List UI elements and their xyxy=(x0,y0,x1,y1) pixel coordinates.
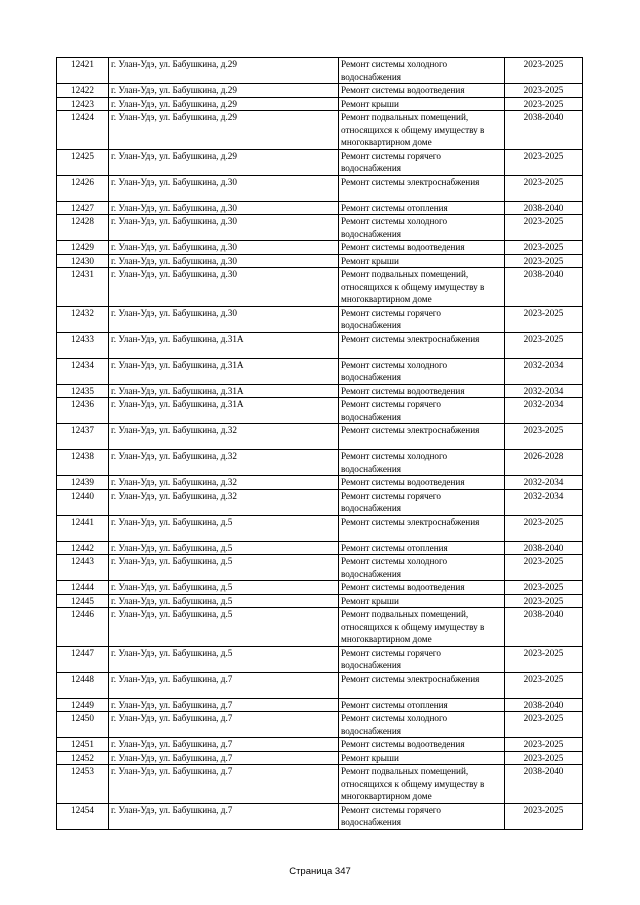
row-work-type: Ремонт крыши xyxy=(339,751,505,765)
row-number: 12450 xyxy=(57,712,109,738)
row-period: 2023-2025 xyxy=(505,738,583,752)
row-work-type: Ремонт подвальных помещений, относящихся к общему имуществу в многоквартирном доме xyxy=(339,268,505,307)
row-address: г. Улан-Удэ, ул. Бабушкина, д.7 xyxy=(109,803,339,829)
row-work-type: Ремонт подвальных помещений, относящихся к общему имуществу в многоквартирном доме xyxy=(339,608,505,647)
row-address: г. Улан-Удэ, ул. Бабушкина, д.5 xyxy=(109,646,339,672)
row-number: 12440 xyxy=(57,489,109,515)
table-row xyxy=(57,398,583,424)
table-row xyxy=(57,254,583,268)
table-row xyxy=(57,384,583,398)
row-work-type: Ремонт системы электроснабжения xyxy=(339,424,505,450)
row-address: г. Улан-Удэ, ул. Бабушкина, д.30 xyxy=(109,175,339,201)
row-address: г. Улан-Удэ, ул. Бабушкина, д.29 xyxy=(109,111,339,150)
table-row xyxy=(57,489,583,515)
row-address: г. Улан-Удэ, ул. Бабушкина, д.31А xyxy=(109,384,339,398)
row-work-type: Ремонт крыши xyxy=(339,594,505,608)
row-work-type: Ремонт системы горячего водоснабжения xyxy=(339,803,505,829)
row-address: г. Улан-Удэ, ул. Бабушкина, д.31А xyxy=(109,358,339,384)
table-row xyxy=(57,803,583,829)
table-row xyxy=(57,149,583,175)
table-row xyxy=(57,581,583,595)
row-period: 2023-2025 xyxy=(505,751,583,765)
row-work-type: Ремонт системы отопления xyxy=(339,541,505,555)
row-number: 12435 xyxy=(57,384,109,398)
row-period: 2032-2034 xyxy=(505,358,583,384)
row-work-type: Ремонт системы холодного водоснабжения xyxy=(339,555,505,581)
row-period: 2023-2025 xyxy=(505,581,583,595)
row-work-type: Ремонт системы холодного водоснабжения xyxy=(339,712,505,738)
page-number: Страница 347 xyxy=(289,866,351,877)
row-address: г. Улан-Удэ, ул. Бабушкина, д.5 xyxy=(109,555,339,581)
row-number: 12437 xyxy=(57,424,109,450)
row-work-type: Ремонт системы водоотведения xyxy=(339,84,505,98)
table-row xyxy=(57,765,583,804)
row-period: 2038-2040 xyxy=(505,698,583,712)
row-period: 2023-2025 xyxy=(505,803,583,829)
row-period: 2023-2025 xyxy=(505,149,583,175)
row-address: г. Улан-Удэ, ул. Бабушкина, д.5 xyxy=(109,581,339,595)
row-work-type: Ремонт крыши xyxy=(339,97,505,111)
row-number: 12438 xyxy=(57,450,109,476)
row-work-type: Ремонт системы водоотведения xyxy=(339,384,505,398)
row-period: 2023-2025 xyxy=(505,712,583,738)
row-address: г. Улан-Удэ, ул. Бабушкина, д.5 xyxy=(109,541,339,555)
row-address: г. Улан-Удэ, ул. Бабушкина, д.31А xyxy=(109,332,339,358)
row-work-type: Ремонт системы водоотведения xyxy=(339,476,505,490)
row-number: 12447 xyxy=(57,646,109,672)
row-number: 12431 xyxy=(57,268,109,307)
row-period: 2023-2025 xyxy=(505,241,583,255)
row-period: 2023-2025 xyxy=(505,555,583,581)
row-number: 12426 xyxy=(57,175,109,201)
table-row xyxy=(57,201,583,215)
works-table xyxy=(56,57,583,830)
row-period: 2023-2025 xyxy=(505,515,583,541)
row-period: 2023-2025 xyxy=(505,594,583,608)
row-number: 12442 xyxy=(57,541,109,555)
row-period: 2032-2034 xyxy=(505,384,583,398)
works-table-body xyxy=(57,58,583,830)
row-period: 2038-2040 xyxy=(505,608,583,647)
row-address: г. Улан-Удэ, ул. Бабушкина, д.32 xyxy=(109,476,339,490)
table-row xyxy=(57,672,583,698)
row-number: 12427 xyxy=(57,201,109,215)
row-period: 2023-2025 xyxy=(505,646,583,672)
table-row xyxy=(57,608,583,647)
row-address: г. Улан-Удэ, ул. Бабушкина, д.5 xyxy=(109,594,339,608)
table-row xyxy=(57,424,583,450)
row-work-type: Ремонт системы водоотведения xyxy=(339,581,505,595)
row-number: 12439 xyxy=(57,476,109,490)
table-row xyxy=(57,738,583,752)
table-row xyxy=(57,241,583,255)
row-number: 12434 xyxy=(57,358,109,384)
row-period: 2038-2040 xyxy=(505,201,583,215)
row-period: 2023-2025 xyxy=(505,84,583,98)
table-row xyxy=(57,268,583,307)
table-row xyxy=(57,306,583,332)
row-number: 12443 xyxy=(57,555,109,581)
row-period: 2038-2040 xyxy=(505,765,583,804)
row-work-type: Ремонт системы электроснабжения xyxy=(339,332,505,358)
row-address: г. Улан-Удэ, ул. Бабушкина, д.32 xyxy=(109,489,339,515)
row-address: г. Улан-Удэ, ул. Бабушкина, д.29 xyxy=(109,97,339,111)
row-address: г. Улан-Удэ, ул. Бабушкина, д.7 xyxy=(109,751,339,765)
row-period: 2026-2028 xyxy=(505,450,583,476)
row-address: г. Улан-Удэ, ул. Бабушкина, д.32 xyxy=(109,424,339,450)
table-row xyxy=(57,594,583,608)
row-number: 12428 xyxy=(57,215,109,241)
row-address: г. Улан-Удэ, ул. Бабушкина, д.29 xyxy=(109,58,339,84)
row-period: 2023-2025 xyxy=(505,175,583,201)
row-number: 12425 xyxy=(57,149,109,175)
row-number: 12432 xyxy=(57,306,109,332)
row-number: 12451 xyxy=(57,738,109,752)
row-work-type: Ремонт системы горячего водоснабжения xyxy=(339,646,505,672)
row-work-type: Ремонт системы холодного водоснабжения xyxy=(339,450,505,476)
row-work-type: Ремонт системы горячего водоснабжения xyxy=(339,489,505,515)
row-period: 2023-2025 xyxy=(505,672,583,698)
row-period: 2023-2025 xyxy=(505,306,583,332)
row-period: 2038-2040 xyxy=(505,268,583,307)
row-address: г. Улан-Удэ, ул. Бабушкина, д.5 xyxy=(109,515,339,541)
row-number: 12449 xyxy=(57,698,109,712)
row-address: г. Улан-Удэ, ул. Бабушкина, д.7 xyxy=(109,765,339,804)
row-work-type: Ремонт системы горячего водоснабжения xyxy=(339,149,505,175)
row-work-type: Ремонт системы холодного водоснабжения xyxy=(339,358,505,384)
row-work-type: Ремонт системы электроснабжения xyxy=(339,672,505,698)
row-address: г. Улан-Удэ, ул. Бабушкина, д.30 xyxy=(109,254,339,268)
table-row xyxy=(57,541,583,555)
row-work-type: Ремонт системы горячего водоснабжения xyxy=(339,306,505,332)
table-row xyxy=(57,698,583,712)
row-address: г. Улан-Удэ, ул. Бабушкина, д.7 xyxy=(109,672,339,698)
table-row xyxy=(57,332,583,358)
row-period: 2032-2034 xyxy=(505,489,583,515)
table-row xyxy=(57,751,583,765)
row-work-type: Ремонт подвальных помещений, относящихся к общему имуществу в многоквартирном доме xyxy=(339,765,505,804)
row-period: 2023-2025 xyxy=(505,215,583,241)
row-address: г. Улан-Удэ, ул. Бабушкина, д.31А xyxy=(109,398,339,424)
row-period: 2038-2040 xyxy=(505,111,583,150)
row-address: г. Улан-Удэ, ул. Бабушкина, д.7 xyxy=(109,738,339,752)
row-address: г. Улан-Удэ, ул. Бабушкина, д.30 xyxy=(109,306,339,332)
row-number: 12444 xyxy=(57,581,109,595)
row-address: г. Улан-Удэ, ул. Бабушкина, д.30 xyxy=(109,201,339,215)
table-row xyxy=(57,646,583,672)
row-work-type: Ремонт подвальных помещений, относящихся к общему имуществу в многоквартирном доме xyxy=(339,111,505,150)
row-period: 2032-2034 xyxy=(505,398,583,424)
table-row xyxy=(57,97,583,111)
row-number: 12441 xyxy=(57,515,109,541)
table-row xyxy=(57,555,583,581)
row-number: 12423 xyxy=(57,97,109,111)
table-row xyxy=(57,58,583,84)
row-number: 12445 xyxy=(57,594,109,608)
row-number: 12421 xyxy=(57,58,109,84)
row-number: 12436 xyxy=(57,398,109,424)
row-period: 2032-2034 xyxy=(505,476,583,490)
row-address: г. Улан-Удэ, ул. Бабушкина, д.32 xyxy=(109,450,339,476)
table-row xyxy=(57,450,583,476)
row-address: г. Улан-Удэ, ул. Бабушкина, д.29 xyxy=(109,149,339,175)
row-address: г. Улан-Удэ, ул. Бабушкина, д.30 xyxy=(109,241,339,255)
row-work-type: Ремонт системы электроснабжения xyxy=(339,175,505,201)
row-number: 12448 xyxy=(57,672,109,698)
row-address: г. Улан-Удэ, ул. Бабушкина, д.29 xyxy=(109,84,339,98)
row-work-type: Ремонт системы отопления xyxy=(339,698,505,712)
row-period: 2038-2040 xyxy=(505,541,583,555)
row-period: 2023-2025 xyxy=(505,58,583,84)
row-address: г. Улан-Удэ, ул. Бабушкина, д.7 xyxy=(109,698,339,712)
row-work-type: Ремонт системы горячего водоснабжения xyxy=(339,398,505,424)
table-row xyxy=(57,215,583,241)
row-address: г. Улан-Удэ, ул. Бабушкина, д.7 xyxy=(109,712,339,738)
table-row xyxy=(57,111,583,150)
row-address: г. Улан-Удэ, ул. Бабушкина, д.30 xyxy=(109,215,339,241)
row-number: 12424 xyxy=(57,111,109,150)
table-row xyxy=(57,515,583,541)
row-address: г. Улан-Удэ, ул. Бабушкина, д.30 xyxy=(109,268,339,307)
row-number: 12453 xyxy=(57,765,109,804)
row-period: 2023-2025 xyxy=(505,332,583,358)
table-row xyxy=(57,476,583,490)
row-number: 12446 xyxy=(57,608,109,647)
table-row xyxy=(57,358,583,384)
row-work-type: Ремонт системы холодного водоснабжения xyxy=(339,215,505,241)
row-work-type: Ремонт системы холодного водоснабжения xyxy=(339,58,505,84)
row-work-type: Ремонт системы отопления xyxy=(339,201,505,215)
row-work-type: Ремонт системы водоотведения xyxy=(339,738,505,752)
table-row xyxy=(57,712,583,738)
row-address: г. Улан-Удэ, ул. Бабушкина, д.5 xyxy=(109,608,339,647)
row-number: 12452 xyxy=(57,751,109,765)
row-period: 2023-2025 xyxy=(505,254,583,268)
table-row xyxy=(57,84,583,98)
row-number: 12433 xyxy=(57,332,109,358)
row-work-type: Ремонт системы водоотведения xyxy=(339,241,505,255)
row-period: 2023-2025 xyxy=(505,97,583,111)
row-period: 2023-2025 xyxy=(505,424,583,450)
row-number: 12429 xyxy=(57,241,109,255)
row-work-type: Ремонт системы электроснабжения xyxy=(339,515,505,541)
row-number: 12422 xyxy=(57,84,109,98)
row-number: 12430 xyxy=(57,254,109,268)
row-number: 12454 xyxy=(57,803,109,829)
row-work-type: Ремонт крыши xyxy=(339,254,505,268)
table-row xyxy=(57,175,583,201)
